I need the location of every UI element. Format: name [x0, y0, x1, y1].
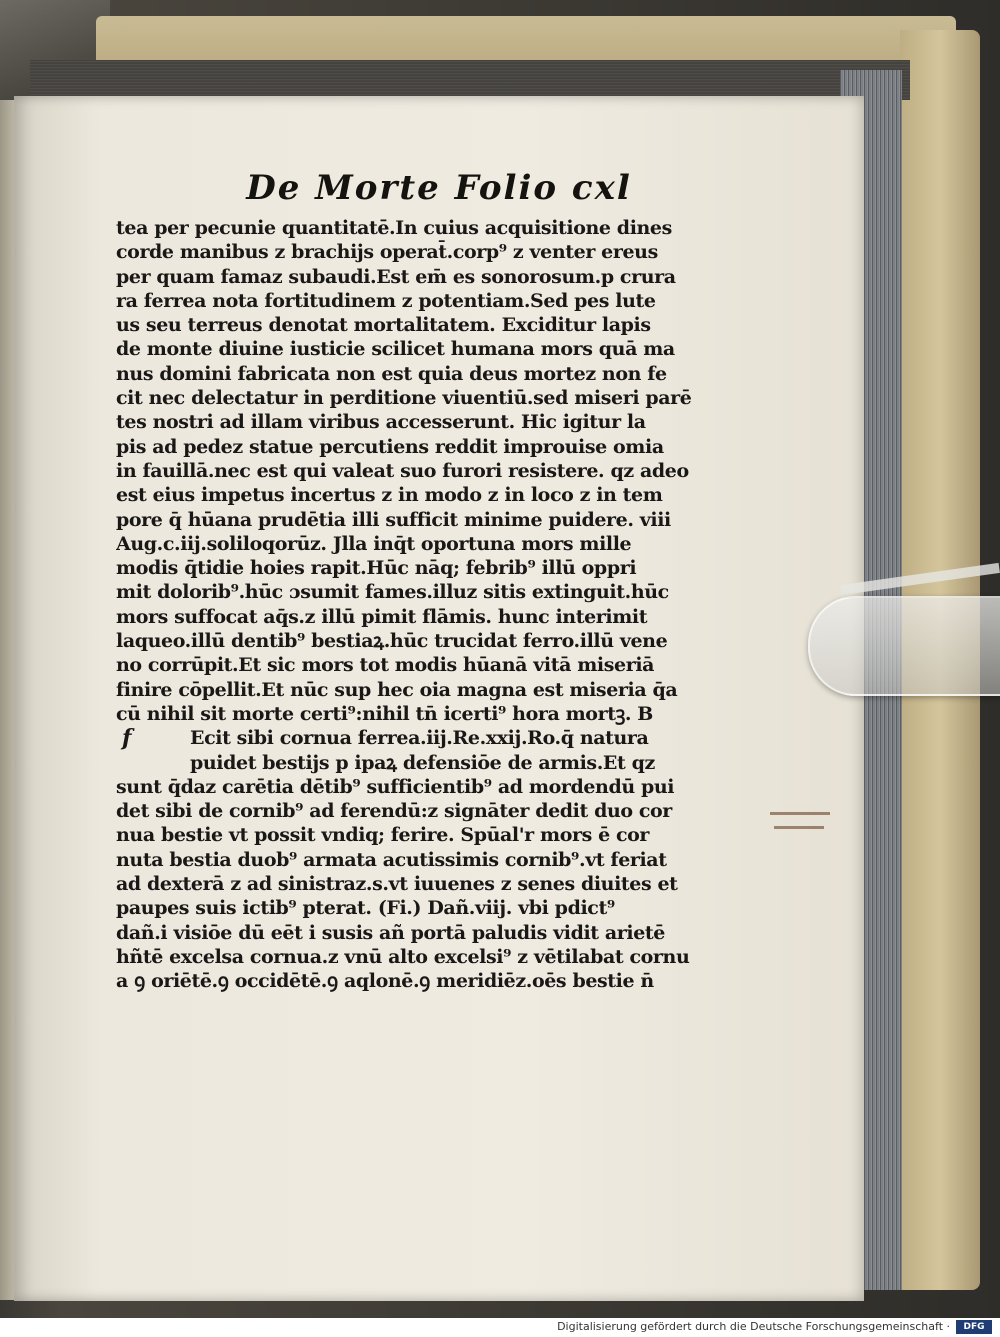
- initial-letter: f: [122, 726, 132, 751]
- text-line: tea per pecunie quantitatē.In cuius acquisitione dines: [116, 217, 672, 239]
- text-line: a ꝯ oriētē.ꝯ occidētē.ꝯ aqlonē.ꝯ meridiēz.oēs bestie n̄: [116, 970, 654, 993]
- text-line: mit dolorib⁹.hūc ɔsumit fames.illuz sitis extinguit.hūc: [116, 581, 669, 604]
- text-line: nus domini fabricata non est quia deus mortez non fe: [116, 362, 667, 385]
- book-page: [14, 96, 864, 1301]
- text-line: nua bestie vt possit vndiq; ferire. Spūal'r mors ē cor: [116, 824, 650, 847]
- text-line: det sibi de cornib⁹ ad ferendū:z signāter dedit duo cor: [116, 800, 672, 823]
- text-line: us seu terreus denotat mortalitatem. Exciditur lapis: [116, 314, 651, 337]
- text-line: modis q̄tidie hoies rapit.Hūc nāq; febrib⁹ illū oppri: [116, 557, 637, 580]
- text-line: cū nihil sit morte certi⁹:nihil tn̄ icerti⁹ hora mortꝫ. B: [116, 702, 653, 725]
- dfg-logo: DFG: [956, 1320, 992, 1334]
- text-line: in fauillā.nec est qui valeat suo furori resistere. qz adeo: [116, 459, 689, 482]
- text-line: paupes suis ictib⁹ pterat. (Fi.) Dañ.viij. vbi pdict⁹: [116, 897, 615, 920]
- text-line: hñtē excelsa cornua.z vnū alto excelsi⁹ z vētilabat cornu: [116, 945, 690, 968]
- page-edges-top: [30, 60, 910, 100]
- text-line: de monte diuine iusticie scilicet humana mors quā ma: [116, 338, 675, 361]
- pencil-mark: [774, 826, 824, 829]
- footer-bar: [0, 1318, 1000, 1337]
- page-text: [116, 216, 756, 994]
- text-line: [116, 726, 756, 750]
- text-line: no corrūpit.Et sic mors tot modis hūanā vitā miseriā: [116, 654, 655, 677]
- text-line: pore q̄ hūana prudētia illi sufficit minime puidere. viii: [116, 508, 671, 531]
- text-line: ad dexterā z ad sinistraz.s.vt iuuenes z senes diuites et: [116, 873, 678, 896]
- pencil-mark: [770, 812, 830, 815]
- text-line-content: Ecit sibi cornua ferrea.iij.Re.xxij.Ro.q̄ natura: [190, 727, 649, 750]
- text-line: laqueo.illū dentib⁹ bestiaꝝ.hūc trucidat ferro.illū vene: [116, 630, 668, 653]
- text-line: tes nostri ad illam viribus accesserunt. Hic igitur la: [116, 411, 646, 434]
- text-line: Aug.c.iij.soliloqorūz. Jlla inq̄t oportuna mors mille: [116, 532, 632, 555]
- footer-credit: Digitalisierung gefördert durch die Deutsche Forschungsgemeinschaft ·: [557, 1320, 950, 1333]
- text-line: mors suffocat aq̄s.z illū pimit flāmis. hunc interimit: [116, 605, 648, 628]
- text-line: corde manibus z brachijs operat̄.corp⁹ z venter ereus: [116, 241, 658, 264]
- text-line: pis ad pedez statue percutiens reddit improuise omia: [116, 435, 664, 458]
- text-line: cit nec delectatur in perditione viuentiū.sed miseri parē: [116, 387, 692, 410]
- page-header: De Morte Folio cxl: [246, 168, 632, 208]
- text-line: dañ.i visiōe dū eēt i susis añ portā paludis vidit arietē: [116, 921, 665, 944]
- text-line: per quam famaz subaudi.Est em̄ es sonorosum.p crura: [116, 265, 676, 288]
- text-line: puidet bestijs p ipaꝝ defensiōe de armis.Et qz: [190, 751, 655, 774]
- text-line: nuta bestia duob⁹ armata acutissimis cornib⁹.vt feriat: [116, 848, 667, 871]
- text-line: finire cōpellit.Et nūc sup hec oia magna est miseria q̄a: [116, 678, 678, 701]
- text-line: est eius impetus incertus z in modo z in loco z in tem: [116, 484, 663, 507]
- text-line: sunt q̄daz carētia dētib⁹ sufficientib⁹ ad mordendū pui: [116, 775, 675, 798]
- text-line: ra ferrea nota fortitudinem z potentiam.Sed pes lute: [116, 289, 656, 312]
- page-clip: [808, 596, 1000, 696]
